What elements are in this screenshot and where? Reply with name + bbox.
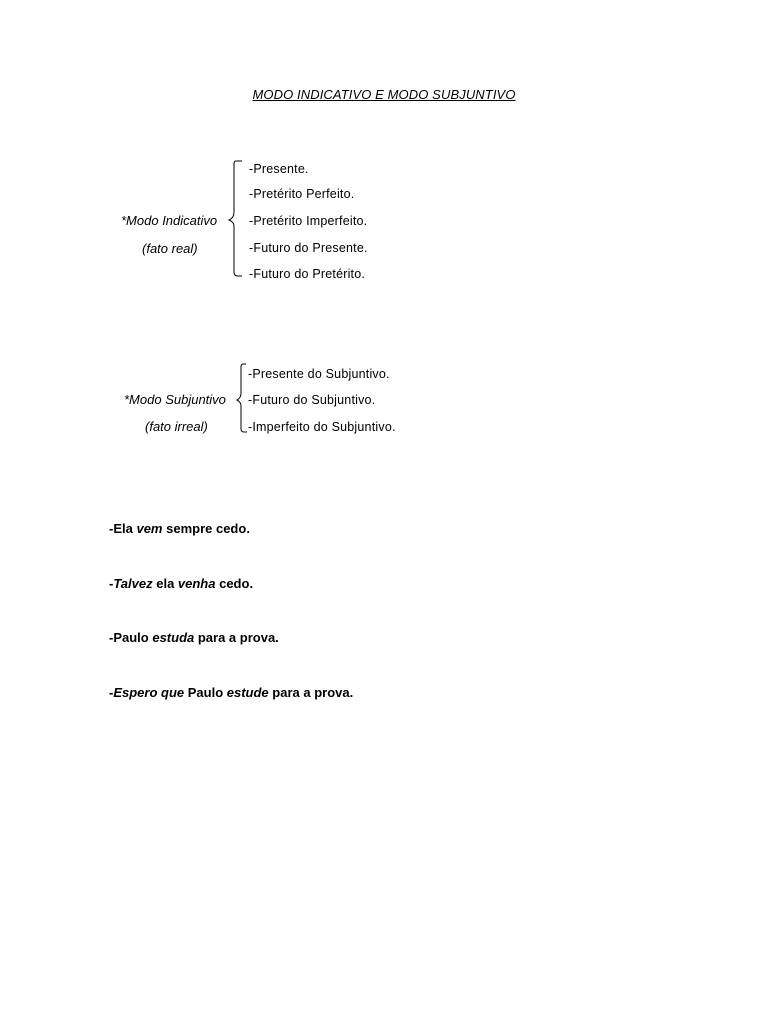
subjuntivo-label: *Modo Subjuntivo bbox=[124, 392, 226, 407]
example-sentence bbox=[109, 576, 253, 591]
subjuntivo-tense: -Imperfeito do Subjuntivo. bbox=[248, 420, 396, 434]
example-text: sempre cedo. bbox=[162, 521, 250, 536]
indicativo-tense: -Pretérito Perfeito. bbox=[249, 187, 355, 201]
example-highlight: estuda bbox=[152, 630, 195, 645]
indicativo-tense: -Pretérito Imperfeito. bbox=[249, 214, 368, 228]
subjuntivo-tense: -Futuro do Subjuntivo. bbox=[248, 393, 376, 407]
example-text: ela bbox=[152, 576, 178, 591]
example-sentence bbox=[109, 630, 279, 645]
example-text: para a prova. bbox=[268, 685, 354, 700]
indicativo-tense: -Presente. bbox=[249, 162, 309, 176]
subjuntivo-sublabel: (fato irreal) bbox=[145, 419, 208, 434]
example-highlight: estude bbox=[226, 685, 269, 700]
example-text: -Ela bbox=[109, 521, 137, 536]
example-sentence bbox=[109, 521, 250, 536]
indicativo-brace bbox=[226, 160, 246, 280]
indicativo-tense: -Futuro do Presente. bbox=[249, 241, 368, 255]
example-text: -Paulo bbox=[109, 630, 153, 645]
subjuntivo-brace bbox=[231, 363, 249, 435]
example-text: - bbox=[109, 576, 114, 591]
example-highlight: vem bbox=[136, 521, 163, 536]
example-text: Paulo bbox=[184, 685, 227, 700]
example-highlight: Talvez bbox=[113, 576, 153, 591]
indicativo-tense: -Futuro do Pretérito. bbox=[249, 267, 366, 281]
page-title: MODO INDICATIVO E MODO SUBJUNTIVO bbox=[252, 87, 516, 102]
indicativo-sublabel: (fato real) bbox=[142, 241, 198, 256]
example-highlight: venha bbox=[177, 576, 216, 591]
indicativo-label: *Modo Indicativo bbox=[121, 213, 218, 228]
example-text: para a prova. bbox=[194, 630, 279, 645]
example-highlight: Espero que bbox=[113, 685, 185, 700]
example-text: - bbox=[109, 685, 114, 700]
example-text: cedo. bbox=[215, 576, 254, 591]
example-sentence bbox=[109, 685, 353, 700]
subjuntivo-tense: -Presente do Subjuntivo. bbox=[248, 367, 390, 381]
